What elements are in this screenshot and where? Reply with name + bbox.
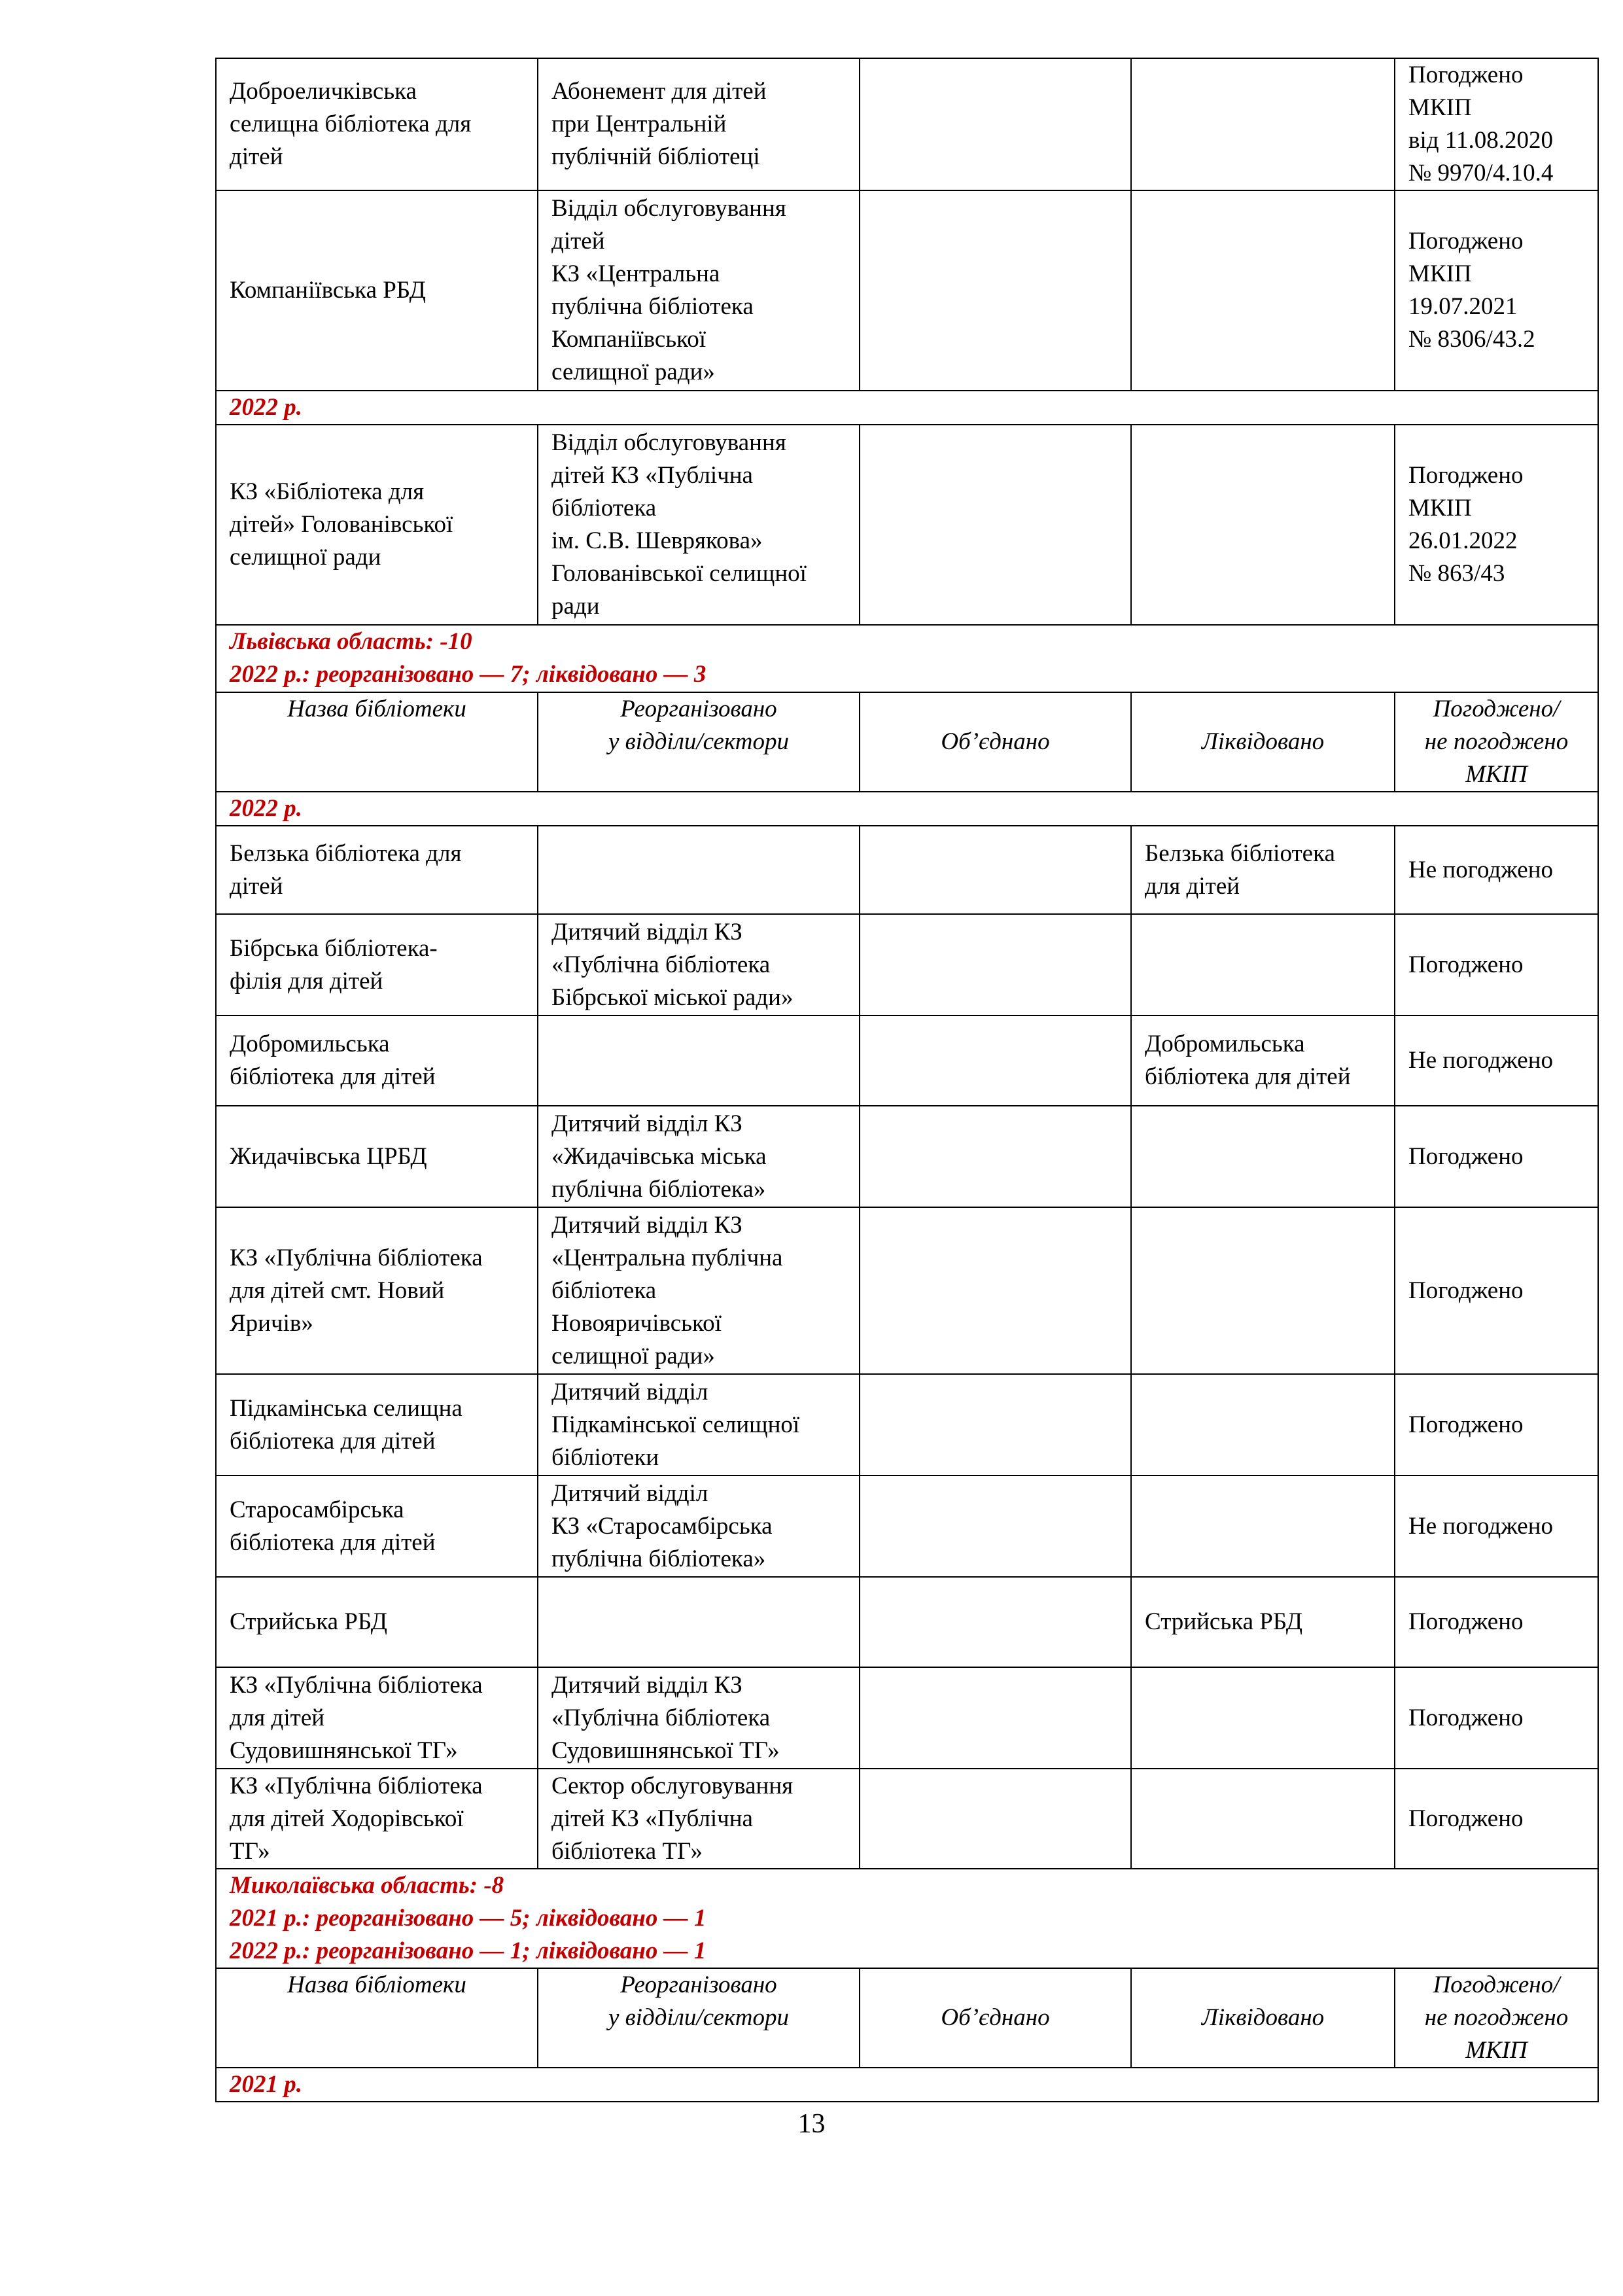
region-row bbox=[216, 1869, 1598, 1968]
approval-status: Погоджено МКІП 26.01.2022 № 863/43 bbox=[1395, 425, 1598, 625]
library-name: Жидачівська ЦРБД bbox=[216, 1106, 538, 1207]
approval-status: Не погоджено bbox=[1395, 826, 1598, 914]
table-header-row bbox=[216, 1968, 1598, 2068]
table-row bbox=[216, 1577, 1598, 1667]
table-row bbox=[216, 425, 1598, 625]
column-header-liquidated: Ліквідовано bbox=[1131, 692, 1395, 792]
table-row bbox=[216, 826, 1598, 914]
library-name: Старосамбірська бібліотека для дітей bbox=[216, 1475, 538, 1577]
column-header-status: Погоджено/ не погоджено МКІП bbox=[1395, 692, 1598, 792]
table-row bbox=[216, 914, 1598, 1016]
approval-status: Погоджено bbox=[1395, 1769, 1598, 1869]
table-header-row bbox=[216, 692, 1598, 792]
reorganized-cell: Відділ обслуговування дітей КЗ «Центральна публічна бібліотека Компаніївської селищної ради» bbox=[538, 190, 860, 391]
merged-cell bbox=[860, 1016, 1131, 1106]
liquidated-cell: Добромильська бібліотека для дітей bbox=[1131, 1016, 1395, 1106]
year-row bbox=[216, 2068, 1598, 2102]
approval-status: Погоджено МКІП 19.07.2021 № 8306/43.2 bbox=[1395, 190, 1598, 391]
merged-cell bbox=[860, 914, 1131, 1016]
year-row bbox=[216, 792, 1598, 826]
library-name: КЗ «Публічна бібліотека для дітей Судовишнянської ТГ» bbox=[216, 1667, 538, 1769]
liquidated-cell bbox=[1131, 425, 1395, 625]
liquidated-cell: Стрийська РБД bbox=[1131, 1577, 1395, 1667]
library-name: Бібрська бібліотека- філія для дітей bbox=[216, 914, 538, 1016]
library-name: Белзька бібліотека для дітей bbox=[216, 826, 538, 914]
table-row bbox=[216, 1106, 1598, 1207]
merged-cell bbox=[860, 1106, 1131, 1207]
approval-status: Погоджено bbox=[1395, 1374, 1598, 1475]
library-name: Підкамінська селищна бібліотека для дітей bbox=[216, 1374, 538, 1475]
region-row bbox=[216, 625, 1598, 692]
column-header-merged: Об’єднано bbox=[860, 692, 1131, 792]
reorganized-cell: Дитячий відділ КЗ «Центральна публічна бібліотека Новояричівської селищної ради» bbox=[538, 1207, 860, 1374]
liquidated-cell: Белзька бібліотека для дітей bbox=[1131, 826, 1395, 914]
table-row bbox=[216, 1475, 1598, 1577]
liquidated-cell bbox=[1131, 1207, 1395, 1374]
merged-cell bbox=[860, 1475, 1131, 1577]
table-row bbox=[216, 1016, 1598, 1106]
library-name: Доброеличківська селищна бібліотека для дітей bbox=[216, 58, 538, 190]
liquidated-cell bbox=[1131, 1769, 1395, 1869]
liquidated-cell bbox=[1131, 1475, 1395, 1577]
reorganized-cell: Відділ обслуговування дітей КЗ «Публічна бібліотека ім. С.В. Шеврякова» Голованівської селищної ради bbox=[538, 425, 860, 625]
merged-cell bbox=[860, 1769, 1131, 1869]
table-row bbox=[216, 190, 1598, 391]
reorganized-cell: Дитячий відділ КЗ «Публічна бібліотека Бібрської міської ради» bbox=[538, 914, 860, 1016]
column-header-reorganized: Реорганізовано у відділи/сектори bbox=[538, 692, 860, 792]
library-name: Компаніївська РБД bbox=[216, 190, 538, 391]
reorganized-cell: Сектор обслуговування дітей КЗ «Публічна бібліотека ТГ» bbox=[538, 1769, 860, 1869]
reorganized-cell bbox=[538, 1577, 860, 1667]
merged-cell bbox=[860, 1577, 1131, 1667]
merged-cell bbox=[860, 826, 1131, 914]
page-number: 13 bbox=[797, 2109, 826, 2139]
merged-cell bbox=[860, 425, 1131, 625]
reorganized-cell: Дитячий відділ КЗ «Жидачівська міська публічна бібліотека» bbox=[538, 1106, 860, 1207]
liquidated-cell bbox=[1131, 1374, 1395, 1475]
table-row bbox=[216, 1374, 1598, 1475]
year-label: 2021 р. bbox=[216, 2068, 1598, 2102]
merged-cell bbox=[860, 1374, 1131, 1475]
liquidated-cell bbox=[1131, 1667, 1395, 1769]
table-row bbox=[216, 1769, 1598, 1869]
merged-cell bbox=[860, 1667, 1131, 1769]
merged-cell bbox=[860, 190, 1131, 391]
reorganized-cell: Дитячий відділ КЗ «Старосамбірська публічна бібліотека» bbox=[538, 1475, 860, 1577]
library-name: Стрийська РБД bbox=[216, 1577, 538, 1667]
approval-status: Погоджено bbox=[1395, 1667, 1598, 1769]
table-row bbox=[216, 1667, 1598, 1769]
liquidated-cell bbox=[1131, 914, 1395, 1016]
year-label: 2022 р. bbox=[216, 792, 1598, 826]
approval-status: Погоджено bbox=[1395, 1207, 1598, 1374]
merged-cell bbox=[860, 1207, 1131, 1374]
approval-status: Не погоджено bbox=[1395, 1475, 1598, 1577]
merged-cell bbox=[860, 58, 1131, 190]
table-row bbox=[216, 1207, 1598, 1374]
approval-status: Не погоджено bbox=[1395, 1016, 1598, 1106]
reorganized-cell bbox=[538, 826, 860, 914]
library-name: КЗ «Публічна бібліотека для дітей смт. Новий Яричів» bbox=[216, 1207, 538, 1374]
column-header-name: Назва бібліотеки bbox=[216, 692, 538, 792]
liquidated-cell bbox=[1131, 1106, 1395, 1207]
approval-status: Погоджено bbox=[1395, 1577, 1598, 1667]
year-label: 2022 р. bbox=[216, 391, 1598, 425]
region-summary-lviv: Львівська область: -10 2022 р.: реорганізовано — 7; ліквідовано — 3 bbox=[216, 625, 1598, 692]
library-name: КЗ «Бібліотека для дітей» Голованівської селищної ради bbox=[216, 425, 538, 625]
reorganized-cell: Дитячий відділ КЗ «Публічна бібліотека Судовишнянської ТГ» bbox=[538, 1667, 860, 1769]
approval-status: Погоджено bbox=[1395, 1106, 1598, 1207]
liquidated-cell bbox=[1131, 190, 1395, 391]
table-row bbox=[216, 58, 1598, 190]
column-header-name: Назва бібліотеки bbox=[216, 1968, 538, 2068]
column-header-reorganized: Реорганізовано у відділи/сектори bbox=[538, 1968, 860, 2068]
liquidated-cell bbox=[1131, 58, 1395, 190]
approval-status: Погоджено МКІП від 11.08.2020 № 9970/4.10.4 bbox=[1395, 58, 1598, 190]
column-header-merged: Об’єднано bbox=[860, 1968, 1131, 2068]
year-row bbox=[216, 391, 1598, 425]
column-header-liquidated: Ліквідовано bbox=[1131, 1968, 1395, 2068]
reorganized-cell bbox=[538, 1016, 860, 1106]
reorganized-cell: Абонемент для дітей при Центральній публічній бібліотеці bbox=[538, 58, 860, 190]
approval-status: Погоджено bbox=[1395, 914, 1598, 1016]
library-name: Добромильська бібліотека для дітей bbox=[216, 1016, 538, 1106]
libraries-table bbox=[215, 58, 1599, 2102]
region-summary-mykolaiv: Миколаївська область: -8 2021 р.: реорганізовано — 5; ліквідовано — 1 2022 р.: реорганізовано — 1; ліквідовано — 1 bbox=[216, 1869, 1598, 1968]
column-header-status: Погоджено/ не погоджено МКІП bbox=[1395, 1968, 1598, 2068]
library-name: КЗ «Публічна бібліотека для дітей Ходорівської ТГ» bbox=[216, 1769, 538, 1869]
reorganized-cell: Дитячий відділ Підкамінської селищної бібліотеки bbox=[538, 1374, 860, 1475]
